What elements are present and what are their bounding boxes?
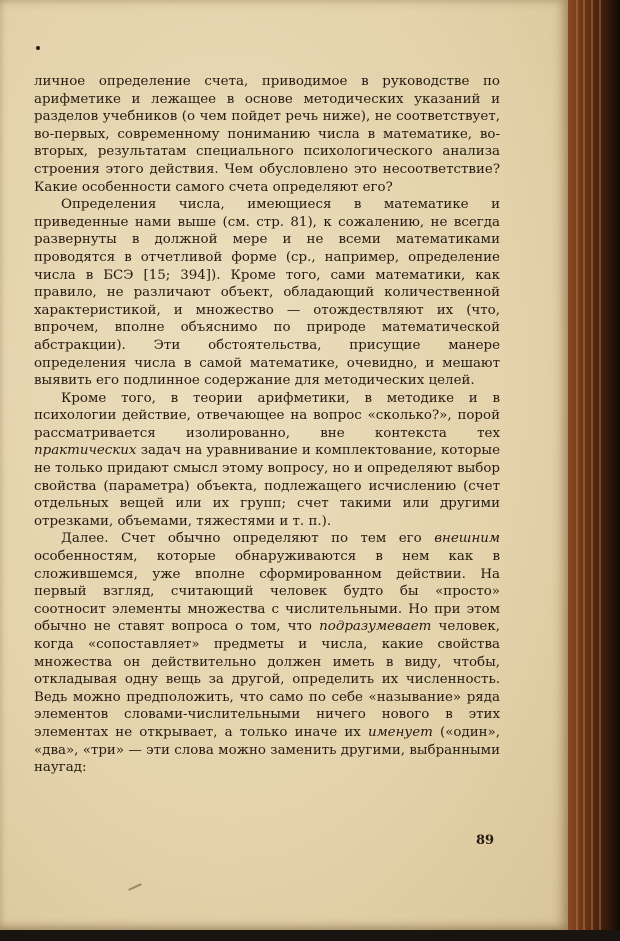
smudge-mark bbox=[128, 883, 142, 891]
paragraph-2: Определения числа, имеющиеся в математике и приведенные нами выше (см. стр. 81), к сожалению, не всегда развернуты в должной мере и не всеми математиками проводятся в отчетливой форме (ср., например, определение числа в БСЭ [15; 394]). Кроме того, сами математики, как правило, не различают объект, обладающий количественной характеристикой, и множество — отождествляют их (что, впрочем, вполне объяснимо по природе математической абстракции). Эти обстоятельства, присущие манере определения числа в самой математике, очевидно, и мешают выявить его подлинное содержание для методических целей. bbox=[34, 197, 500, 389]
italic-word: практических bbox=[34, 443, 137, 459]
page-edge-stripe bbox=[576, 0, 578, 941]
page-edge-stripe bbox=[591, 0, 593, 941]
italic-word: подразумевает bbox=[319, 619, 432, 635]
italic-word: внешним bbox=[434, 531, 500, 547]
italic-word: именует bbox=[367, 724, 433, 740]
background-edge bbox=[0, 930, 620, 941]
page-edge-stripe bbox=[583, 0, 585, 941]
paragraph-4: Далее. Счет обычно определяют по тем его внешним особенностям, которые обнаруживаются в нем как в сложившемся, уже вполне сформированном действии. На первый взгляд, считающий человек будто бы «просто» соотносит элементы множества с числительными. Но при этом обычно не ставят вопроса о том, что подразумевает человек, когда «сопоставляет» предметы и числа, какие свойства множества он действительно должен иметь в виду, чтобы, откладывая одну вещь за другой, определить их численность. Ведь можно предположить, что само по себе «называние» ряда элементов словами-числительными ничего нового в этих элементах не открывает, а только иначе их именует («один», «два», «три» — эти слова можно заменить другими, выбранными наугад: bbox=[34, 531, 500, 776]
page-edge-stripe bbox=[599, 0, 601, 941]
page-number: 89 bbox=[476, 833, 495, 848]
paragraph-3: Кроме того, в теории арифметики, в методике и в психологии действие, отвечающее на вопрос «сколько?», порой рассматривается изолированно, вне контекста тех практических задач на уравнивание и комплектование, которые не только придают смысл этому вопросу, но и определяют выбор свойства (параметра) объекта, подлежащего исчислению (счет отдельных вещей или их групп; счет такими или другими отрезками, объемами, тяжестями и т. п.). bbox=[34, 390, 500, 529]
body-text bbox=[34, 73, 500, 777]
ink-dot bbox=[36, 46, 40, 50]
paragraph-1: личное определение счета, приводимое в руководстве по арифметике и лежащее в основе методических указаний и разделов учебников (о чем пойдет речь ниже), не соответствует, во-первых, современному пониманию числа в математике, во-вторых, результатам специального психологического анализа строения этого действия. Чем обусловлено это несоответствие? Какие особенности самого счета определяют его? bbox=[34, 74, 500, 195]
book-spine-edge bbox=[568, 0, 620, 941]
